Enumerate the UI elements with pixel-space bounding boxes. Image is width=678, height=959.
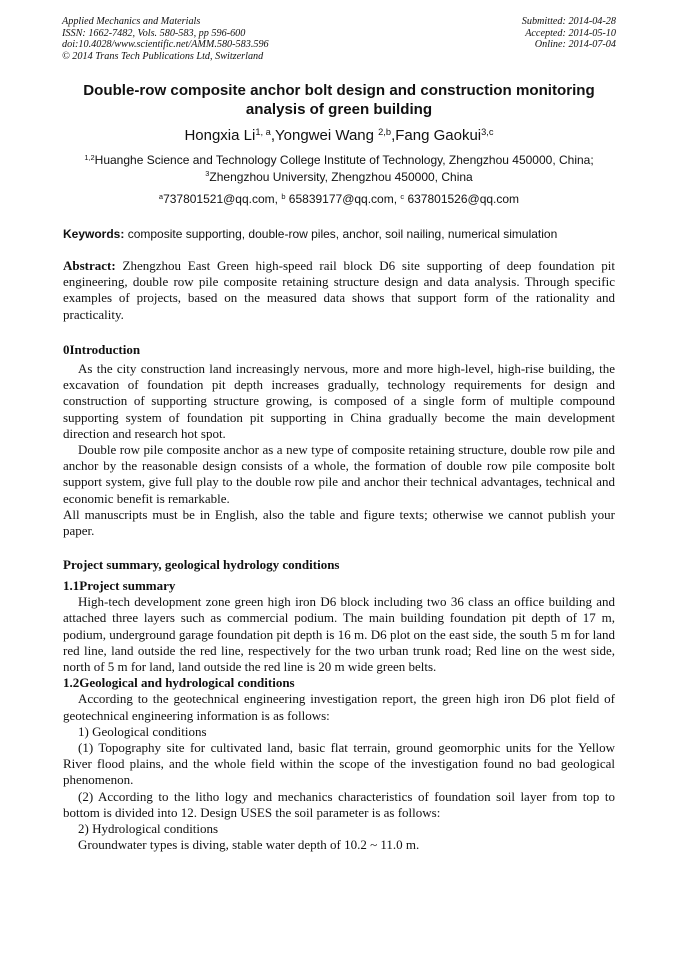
title-line-1: Double-row composite anchor bolt design and construction monitoring: [83, 82, 595, 99]
affiliation-2-text: Zhengzhou University, Zhengzhou 450000, China: [209, 169, 473, 184]
author-2-name: ,Yongwei Wang: [270, 127, 379, 144]
author-1-name: Hongxia Li: [184, 127, 256, 144]
journal-copyright: © 2014 Trans Tech Publications Ltd, Switzerland: [62, 50, 264, 62]
keywords: [63, 226, 615, 242]
journal-doi: doi:10.4028/www.scientific.net/AMM.580-583.596: [62, 39, 269, 51]
project-heading: Project summary, geological hydrology conditions: [63, 557, 340, 572]
project-body: [63, 578, 615, 853]
geo-intro-paragraph: According to the geotechnical engineering investigation report, the green high iron D6 plot field of geotechnical engineering information is as follows:: [63, 691, 615, 723]
email-b: 65839177@qq.com,: [285, 192, 401, 206]
intro-paragraph-3: All manuscripts must be in English, also the table and figure texts; otherwise we cannot publish your paper.: [63, 506, 615, 539]
geological-item-1: (1) Topography site for cultivated land, basic flat terrain, ground geomorphic units for the Yellow River flood plains, and the whole field within the scope of the investigation found no bad geological phenomenon.: [63, 740, 615, 788]
keywords-text: composite supporting, double-row piles, anchor, soil nailing, numerical simulation: [124, 227, 558, 241]
keywords-label: Keywords:: [63, 227, 125, 241]
affiliation-line-1: [40, 152, 638, 169]
author-1-affiliation: 1, a: [255, 126, 271, 137]
author-2-affiliation: 2,b: [378, 126, 392, 137]
affiliation-line-2: [40, 169, 638, 186]
intro-paragraph-1: As the city construction land increasingly nervous, more and more high-level, high-rise building, the excavation of foundation pit depth increases gradually, technology requirements for design and construction of supporting structure growing, is composed of a single form of multiple compound supporting system of foundation pit supporting in China gradually become the main development direction and research hot spot.: [63, 361, 615, 441]
abstract-label: Abstract:: [63, 258, 116, 273]
abstract: [63, 258, 615, 323]
email-c-marker: c: [400, 191, 405, 201]
submission-dates: [356, 16, 616, 51]
email-a-marker: a: [158, 191, 164, 201]
hydrological-conditions-heading: 2) Hydrological conditions: [78, 821, 219, 837]
submitted-date: Submitted: 2014-04-28: [521, 16, 616, 27]
paper-title: [40, 81, 638, 119]
affiliation-2-marker: 3: [205, 169, 210, 179]
email-a: 737801521@qq.com,: [163, 192, 282, 206]
affiliation-1-text: Huanghe Science and Technology College Institute of Technology, Zhengzhou 450000, China;: [94, 153, 594, 167]
online-date: Online: 2014-07-04: [534, 39, 616, 51]
author-3-affiliation: 3,c: [481, 126, 494, 137]
author-3-name: ,Fang Gaokui: [391, 127, 482, 144]
hydrological-item-1: Groundwater types is diving, stable water depth of 10.2 ~ 11.0 m.: [78, 837, 420, 853]
journal-issn: ISSN: 1662-7482, Vols. 580-583, pp 596-600: [62, 27, 246, 39]
journal-name: Applied Mechanics and Materials: [62, 16, 201, 27]
title-line-2: analysis of green building: [245, 101, 433, 118]
email-c: 637801526@qq.com: [404, 192, 520, 206]
subsection-1-2-heading: 1.2Geological and hydrological conditions: [63, 675, 295, 691]
affiliation-1-marker: 1,2: [84, 152, 95, 162]
introduction-body: [63, 361, 615, 539]
geological-item-2: (2) According to the litho logy and mechanics characteristics of foundation soil layer from top to bottom is divided into 12. Design USES the soil parameter is as follows:: [63, 788, 615, 820]
project-summary-paragraph: High-tech development zone green high iron D6 block including two 36 class an office building and attached three layers such as commercial podium. The main building foundation pit depth of 17 m, podium, underground garage foundation pit depth is 16 m. D6 plot on the east side, the south 5 m for land red line, land outside the red line, respectively for the two urban trunk road; Red line on the west side, north of 5 m for land, land outside the red line is 20 m wide green belts.: [63, 594, 615, 675]
subsection-1-1-heading: 1.1Project summary: [63, 578, 176, 593]
intro-paragraph-2: Double row pile composite anchor as a new type of composite retaining structure, double row pile and anchor by the reasonable design consists of a whole, the formation of double row pile composite bolt support system, give full play to the double row pile and anchor their technical advantages, technical and economic benefit is remarkable.: [63, 442, 615, 506]
geological-conditions-heading: 1) Geological conditions: [78, 723, 207, 739]
affiliations: [40, 152, 638, 185]
email-b-marker: b: [281, 191, 286, 201]
abstract-text: Zhengzhou East Green high-speed rail block D6 site supporting of deep foundation pit engineering, double row pile composite retaining structure design and data analysis. Through specific examples of projects, based on the measured data shows that support form of the rationality and practicality.: [63, 258, 615, 322]
accepted-date: Accepted: 2014-05-10: [525, 27, 616, 39]
author-emails: [40, 191, 638, 207]
author-list: [40, 127, 638, 145]
journal-info: [62, 16, 392, 62]
introduction-heading: 0Introduction: [63, 342, 141, 357]
